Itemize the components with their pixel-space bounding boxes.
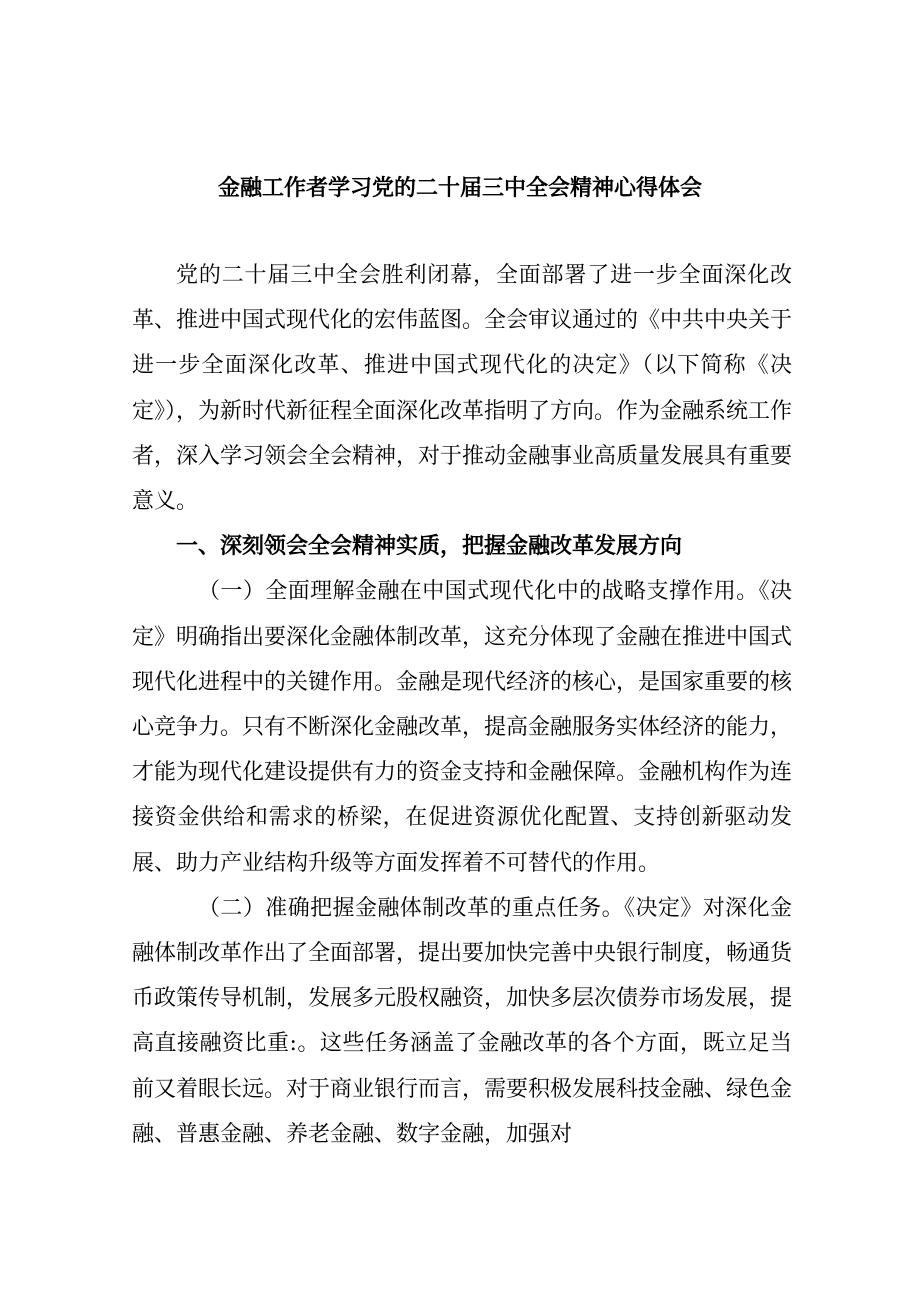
paragraph-subsection-2: （二）准确把握金融体制改革的重点任务。《决定》对深化金融体制改革作出了全面部署，提出要加快完善中央银行制度，畅通货币政策传导机制，发展多元股权融资，加快多层次债券市场发展，提高直接融资比重:。这些任务涵盖了金融改革的各个方面，既立足当前又着眼长远。对于商业银行而言，需要积极发展科技金融、绿色金融、普惠金融、养老金融、数字金融，加强对 xyxy=(132,895,793,1147)
paragraph-intro: 党的二十届三中全会胜利闭幕，全面部署了进一步全面深化改革、推进中国式现代化的宏伟蓝图。全会审议通过的《中共中央关于进一步全面深化改革、推进中国式现代化的决定》（以下简称《决定》），为新时代新征程全面深化改革指明了方向。作为金融系统工作者，深入学习领会全会精神，对于推动金融事业高质量发展具有重要意义。 xyxy=(132,263,793,515)
section-heading-1: 一、深刻领会全会精神实质，把握金融改革发展方向 xyxy=(176,533,683,560)
paragraph-subsection-1: （一）全面理解金融在中国式现代化中的战略支撑作用。《决定》明确指出要深化金融体制改革，这充分体现了金融在推进中国式现代化进程中的关键作用。金融是现代经济的核心，是国家重要的核心竞争力。只有不断深化金融改革，提高金融服务实体经济的能力，才能为现代化建设提供有力的资金支持和金融保障。金融机构作为连接资金供给和需求的桥梁，在促进资源优化配置、支持创新驱动发展、助力产业结构升级等方面发挥着不可替代的作用。 xyxy=(132,579,793,876)
document-title: 金融工作者学习党的二十届三中全会精神心得体会 xyxy=(217,175,702,201)
document-body xyxy=(132,253,792,1157)
